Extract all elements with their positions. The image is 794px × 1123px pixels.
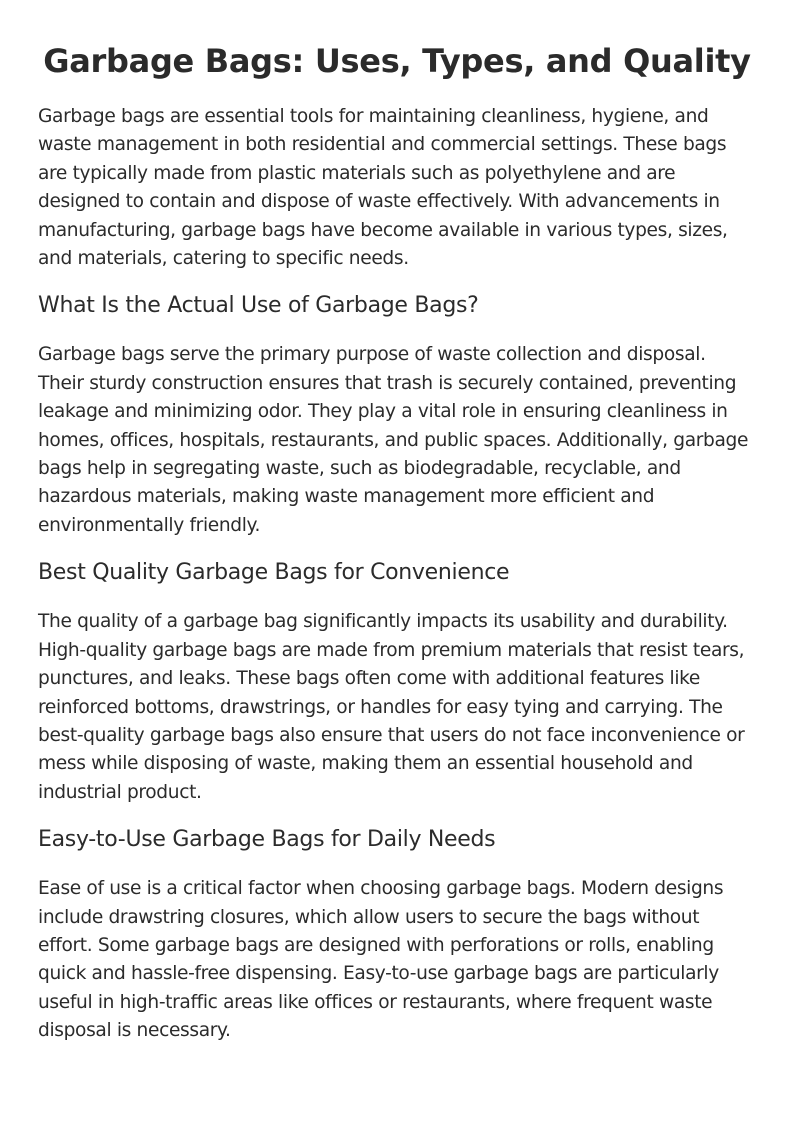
section-body-easy-to-use: Ease of use is a critical factor when choosing garbage bags. Modern designs include drawstring closures, which allow users to secure the bags without effort. Some garbage bags are designed with perforations or rolls, enabling quick and hassle-free dispensing. Easy-to-use garbage bags are particularly useful in high-traffic areas like offices or restaurants, where frequent waste disposal is necessary. (38, 878, 724, 1042)
section-heading-best-quality: Best Quality Garbage Bags for Convenience (38, 560, 510, 586)
intro-paragraph: Garbage bags are essential tools for maintaining cleanliness, hygiene, and waste management in both residential and commercial settings. These bags are typically made from plastic materials such as polyethylene and are designed to contain and dispose of waste effectively. With advancements in manufacturing, garbage bags have become available in various types, sizes, and materials, catering to specific needs. (38, 106, 728, 270)
section-body-best-quality: The quality of a garbage bag significantly impacts its usability and durability. High-quality garbage bags are made from premium materials that resist tears, punctures, and leaks. These bags often come with additional features like reinforced bottoms, drawstrings, or handles for easy tying and carrying. The best-quality garbage bags also ensure that users do not face inconvenience or mess while disposing of waste, making them an essential household and industrial product. (38, 611, 745, 803)
section-heading-easy-to-use: Easy-to-Use Garbage Bags for Daily Needs (38, 827, 496, 853)
section-body-actual-use: Garbage bags serve the primary purpose of waste collection and disposal. Their sturdy construction ensures that trash is securely contained, preventing leakage and minimizing odor. They play a vital role in ensuring cleanliness in homes, offices, hospitals, restaurants, and public spaces. Additionally, garbage bags help in segregating waste, such as biodegradable, recyclable, and hazardous materials, making waste management more efficient and environmentally friendly. (38, 344, 749, 536)
section-heading-actual-use: What Is the Actual Use of Garbage Bags? (38, 293, 479, 319)
page-title: Garbage Bags: Uses, Types, and Quality (43, 42, 751, 80)
